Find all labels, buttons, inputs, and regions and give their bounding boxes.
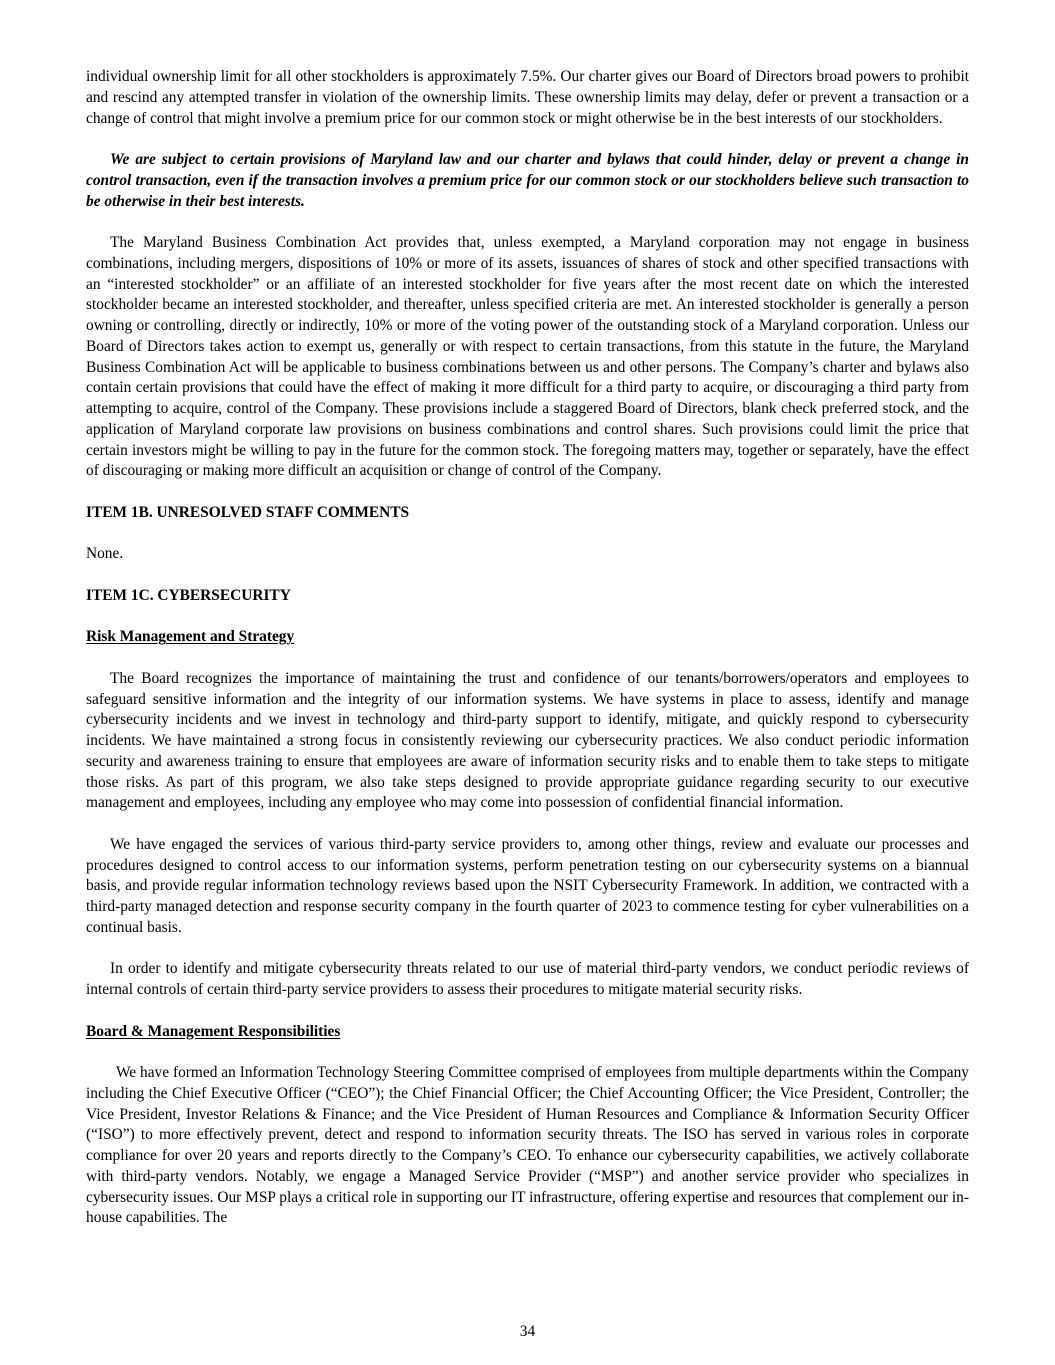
risk-management-heading: Risk Management and Strategy <box>86 628 295 646</box>
document-body <box>86 67 969 1229</box>
board-management-heading: Board & Management Responsibilities <box>86 1022 341 1040</box>
item-1b-body: None. <box>86 545 124 563</box>
risk-factor-heading: We are subject to certain provisions of Maryland law and our charter and bylaws that could hinder, delay or prevent a change in control transaction, even if the transaction involves a premium price for our common stock or our stockholders believe such transaction to be otherwise in their best interests. <box>86 151 969 210</box>
item-1c-heading: ITEM 1C. CYBERSECURITY <box>86 586 291 604</box>
board-recognizes-paragraph: The Board recognizes the importance of maintaining the trust and confidence of our tenants/borrowers/operators and employees to safeguard sensitive information and the integrity of our information systems. We have systems in place to assess, identify and manage cybersecurity incidents and we invest in technology and third-party support to identify, mitigate, and quickly respond to cybersecurity incidents. We have maintained a strong focus in consistently reviewing our cybersecurity practices. We also conduct periodic information security and awareness training to ensure that employees are aware of information security risks and to enable them to take steps to mitigate those risks. As part of this program, we also take steps designed to provide appropriate guidance regarding security to our executive management and employees, including any employee who may come into possession of confidential financial information. <box>86 669 969 812</box>
steering-committee-paragraph: We have formed an Information Technology Steering Committee comprised of employees from multiple departments within the Company including the Chief Executive Officer (“CEO”); the Chief Financial Officer; the Chief Accounting Officer; the Vice President, Controller; the Vice President, Investor Relations & Finance; and the Vice President of Human Resources and Compliance & Information Security Officer (“ISO”) to more effectively prevent, detect and respond to information security threats. The ISO has served in various roles in corporate compliance for over 20 years and reports directly to the Company’s CEO. To enhance our cybersecurity capabilities, we actively collaborate with third-party vendors. Notably, we engage a Managed Service Provider (“MSP”) and another service provider who specializes in cybersecurity issues. Our MSP plays a critical role in supporting our IT infrastructure, offering expertise and resources that complement our in-house capabilities. The <box>86 1064 969 1227</box>
item-1b-heading: ITEM 1B. UNRESOLVED STAFF COMMENTS <box>86 503 410 521</box>
third-party-services-paragraph: We have engaged the services of various third-party service providers to, among other things, review and evaluate our processes and procedures designed to control access to our information systems, perform penetration testing on our cybersecurity systems on a biannual basis, and provide regular information technology reviews based upon the NSIT Cybersecurity Framework. In addition, we contracted with a third-party managed detection and response security company in the fourth quarter of 2023 to commence testing for cyber vulnerabilities on a continual basis. <box>86 835 969 936</box>
page-number: 34 <box>519 1323 536 1340</box>
vendor-reviews-paragraph: In order to identify and mitigate cybersecurity threats related to our use of material third-party vendors, we conduct periodic reviews of internal controls of certain third-party service providers to assess their procedures to mitigate material security risks. <box>86 960 969 998</box>
intro-paragraph: individual ownership limit for all other stockholders is approximately 7.5%. Our charter gives our Board of Directors broad powers to prohibit and rescind any attempted transfer in violation of the ownership limits. These ownership limits may delay, defer or prevent a transaction or a change of control that might involve a premium price for our common stock or might otherwise be in the best interests of our stockholders. <box>86 68 969 127</box>
maryland-act-paragraph: The Maryland Business Combination Act provides that, unless exempted, a Maryland corporation may not engage in business combinations, including mergers, dispositions of 10% or more of its assets, issuances of shares of stock and other specified transactions with an “interested stockholder” or an affiliate of an interested stockholder for five years after the most recent date on which the interested stockholder became an interested stockholder, and thereafter, unless specified criteria are met. An interested stockholder is generally a person owning or controlling, directly or indirectly, 10% or more of the voting power of the outstanding stock of a Maryland corporation. Unless our Board of Directors takes action to exempt us, generally or with respect to certain transactions, from this statute in the future, the Maryland Business Combination Act will be applicable to business combinations between us and other persons. The Company’s charter and bylaws also contain certain provisions that could have the effect of making it more difficult for a third party to acquire, or discouraging a third party from attempting to acquire, control of the Company. These provisions include a staggered Board of Directors, blank check preferred stock, and the application of Maryland corporate law provisions on business combinations and control shares. Such provisions could limit the price that certain investors might be willing to pay in the future for the common stock. The foregoing matters may, together or separately, have the effect of discouraging or making more difficult an acquisition or change of control of the Company. <box>86 234 969 480</box>
